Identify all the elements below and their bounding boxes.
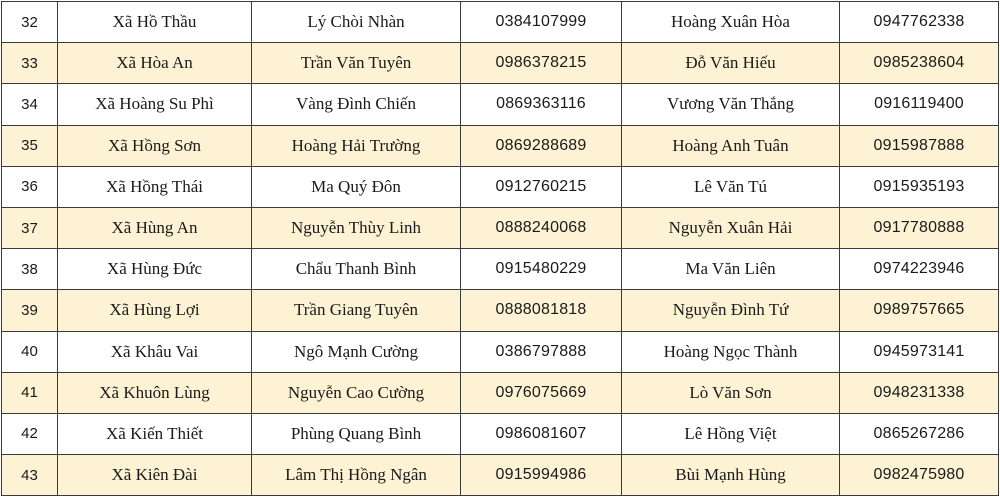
- row-number: 33: [2, 43, 58, 84]
- phone-number: 0869288689: [461, 125, 622, 166]
- row-number: 38: [2, 249, 58, 290]
- phone-number: 0974223946: [840, 249, 999, 290]
- official-name: Ma Văn Liên: [622, 249, 840, 290]
- official-name: Ngô Mạnh Cường: [252, 331, 461, 372]
- table-row: [2, 125, 999, 166]
- table-row: [2, 207, 999, 248]
- table-row: [2, 43, 999, 84]
- commune-name: Xã Hồ Thầu: [58, 2, 252, 43]
- commune-name: Xã Hùng Đức: [58, 249, 252, 290]
- official-name: Nguyễn Cao Cường: [252, 372, 461, 413]
- official-name: Lê Văn Tú: [622, 166, 840, 207]
- phone-number: 0985238604: [840, 43, 999, 84]
- phone-number: 0915935193: [840, 166, 999, 207]
- row-number: 34: [2, 84, 58, 125]
- phone-number: 0986378215: [461, 43, 622, 84]
- table-row: [2, 249, 999, 290]
- row-number: 43: [2, 455, 58, 496]
- phone-number: 0989757665: [840, 290, 999, 331]
- commune-name: Xã Kiên Đài: [58, 455, 252, 496]
- official-name: Hoàng Xuân Hòa: [622, 2, 840, 43]
- phone-number: 0915480229: [461, 249, 622, 290]
- table-row: [2, 413, 999, 454]
- table-row: [2, 2, 999, 43]
- table-row: [2, 455, 999, 496]
- row-number: 32: [2, 2, 58, 43]
- table-row: [2, 166, 999, 207]
- phone-number: 0384107999: [461, 2, 622, 43]
- official-name: Đỗ Văn Hiếu: [622, 43, 840, 84]
- official-name: Lâm Thị Hồng Ngân: [252, 455, 461, 496]
- table-row: [2, 372, 999, 413]
- official-name: Bùi Mạnh Hùng: [622, 455, 840, 496]
- commune-name: Xã Hùng Lợi: [58, 290, 252, 331]
- official-name: Chẩu Thanh Bình: [252, 249, 461, 290]
- official-name: Vàng Đình Chiến: [252, 84, 461, 125]
- phone-number: 0948231338: [840, 372, 999, 413]
- official-name: Nguyễn Thùy Linh: [252, 207, 461, 248]
- official-name: Lý Chòi Nhàn: [252, 2, 461, 43]
- commune-name: Xã Khâu Vai: [58, 331, 252, 372]
- official-name: Phùng Quang Bình: [252, 413, 461, 454]
- commune-name: Xã Kiến Thiết: [58, 413, 252, 454]
- phone-number: 0869363116: [461, 84, 622, 125]
- official-name: Hoàng Hải Trường: [252, 125, 461, 166]
- phone-number: 0982475980: [840, 455, 999, 496]
- commune-name: Xã Hoàng Su Phì: [58, 84, 252, 125]
- phone-number: 0986081607: [461, 413, 622, 454]
- phone-number: 0865267286: [840, 413, 999, 454]
- phone-number: 0976075669: [461, 372, 622, 413]
- official-name: Nguyễn Xuân Hải: [622, 207, 840, 248]
- row-number: 35: [2, 125, 58, 166]
- phone-number: 0912760215: [461, 166, 622, 207]
- commune-name: Xã Hồng Sơn: [58, 125, 252, 166]
- official-name: Hoàng Ngọc Thành: [622, 331, 840, 372]
- phone-number: 0888240068: [461, 207, 622, 248]
- official-name: Lò Văn Sơn: [622, 372, 840, 413]
- official-name: Hoàng Anh Tuân: [622, 125, 840, 166]
- table-row: [2, 290, 999, 331]
- phone-number: 0945973141: [840, 331, 999, 372]
- phone-number: 0916119400: [840, 84, 999, 125]
- row-number: 42: [2, 413, 58, 454]
- commune-name: Xã Hồng Thái: [58, 166, 252, 207]
- row-number: 41: [2, 372, 58, 413]
- official-name: Nguyễn Đình Tứ: [622, 290, 840, 331]
- official-name: Trần Văn Tuyên: [252, 43, 461, 84]
- phone-number: 0386797888: [461, 331, 622, 372]
- table-row: [2, 331, 999, 372]
- commune-name: Xã Hùng An: [58, 207, 252, 248]
- official-name: Trần Giang Tuyên: [252, 290, 461, 331]
- row-number: 39: [2, 290, 58, 331]
- row-number: 37: [2, 207, 58, 248]
- commune-name: Xã Hòa An: [58, 43, 252, 84]
- row-number: 40: [2, 331, 58, 372]
- phone-number: 0917780888: [840, 207, 999, 248]
- official-name: Lê Hồng Việt: [622, 413, 840, 454]
- phone-number: 0947762338: [840, 2, 999, 43]
- phone-number: 0915994986: [461, 455, 622, 496]
- official-name: Vương Văn Thắng: [622, 84, 840, 125]
- table-row: [2, 84, 999, 125]
- official-name: Ma Quý Đôn: [252, 166, 461, 207]
- row-number: 36: [2, 166, 58, 207]
- phone-number: 0888081818: [461, 290, 622, 331]
- commune-contact-table: [1, 1, 999, 496]
- commune-name: Xã Khuôn Lùng: [58, 372, 252, 413]
- phone-number: 0915987888: [840, 125, 999, 166]
